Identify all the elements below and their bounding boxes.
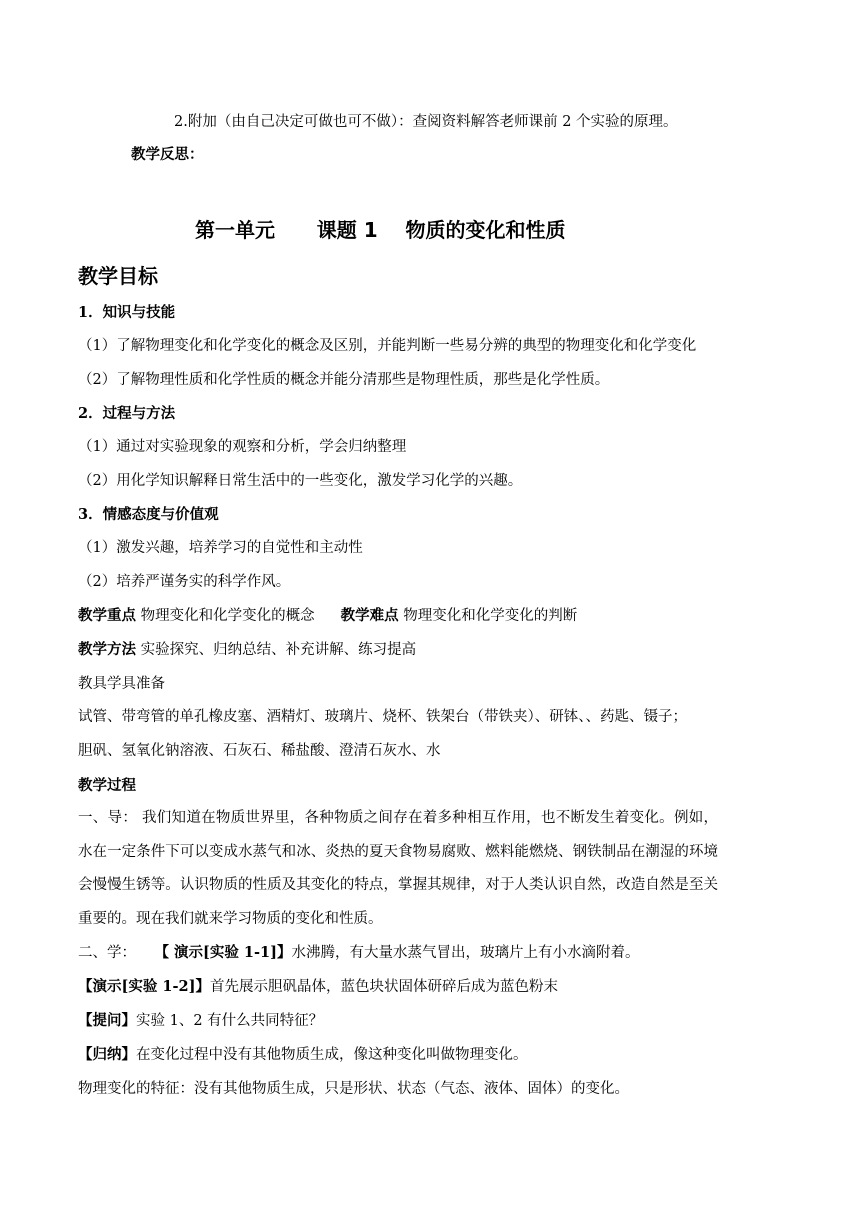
- key-point-text: 物理变化和化学变化的概念: [136, 608, 315, 624]
- knowledge-item-1: （1）了解物理变化和化学变化的概念及区别，并能判断一些易分辨的典型的物理变化和化学变化: [78, 338, 697, 354]
- objectives-heading: 教学目标: [78, 264, 158, 288]
- process-heading: 教学过程: [78, 777, 136, 794]
- method-text: 实验探究、归纳总结、补充讲解、练习提高: [136, 642, 417, 658]
- summary-text: 在变化过程中没有其他物质生成，像这种变化叫做物理变化。: [136, 1047, 528, 1063]
- exp2-line: [78, 976, 558, 998]
- method-line: [78, 639, 416, 661]
- extra-task-line: 2.附加（由自己决定可做也可不做）：查阅资料解答老师课前 2 个实验的原理。: [174, 114, 678, 130]
- summary-tag: 【归纳】: [78, 1046, 136, 1063]
- difficulty-text: 物理变化和化学变化的判断: [398, 608, 578, 624]
- lesson-title: 第一单元 课题 1 物质的变化和性质: [195, 218, 566, 242]
- intro-paragraph: 一、导： 我们知道在物质世界里，各种物质之间存在着多种相互作用，也不断发生着变化。例如，水在一定条件下可以变成水蒸气和冰、炎热的夏天食物易腐败、燃料能燃烧、钢铁制品在潮湿的环境会慢慢生锈等。认识物质的性质及其变化的特点，掌握其规律，对于人类认识自然，改造自然是至关重要的。现在我们就来学习物质的变化和性质。: [78, 810, 718, 927]
- feature-line: 物理变化的特征：没有其他物质生成，只是形状、状态（气态、液体、固体）的变化。: [78, 1081, 629, 1097]
- process-item-1: （1）通过对实验现象的观察和分析，学会归纳整理: [78, 439, 407, 455]
- exp1-tag: 【 演示[实验 1-1]】: [154, 944, 292, 961]
- materials-line-1: 试管、带弯管的单孔橡皮塞、酒精灯、玻璃片、烧杯、铁架台（带铁夹）、研钵、、药匙、镊子；: [78, 709, 687, 725]
- method-label: 教学方法: [78, 641, 136, 658]
- section-process-heading: 2．过程与方法: [78, 405, 176, 422]
- difficulty-label: 教学难点: [340, 607, 399, 624]
- attitude-item-2: （2）培养严谨务实的科学作风。: [78, 574, 291, 590]
- key-point-label: 教学重点: [78, 607, 136, 624]
- summary-line: [78, 1044, 528, 1066]
- focus-line: [78, 605, 577, 627]
- question-tag: 【提问】: [78, 1012, 136, 1029]
- question-text: 实验 1、2 有什么共同特征？: [136, 1013, 324, 1029]
- exp1-text: 水沸腾，有大量水蒸气冒出，玻璃片上有小水滴附着。: [291, 945, 640, 961]
- reflection-label: 教学反思：: [131, 146, 204, 163]
- learn-line: [78, 942, 639, 964]
- exp2-tag: 【演示[实验 1-2]】: [78, 978, 210, 995]
- attitude-item-1: （1）激发兴趣，培养学习的自觉性和主动性: [78, 540, 363, 556]
- materials-line-2: 胆矾、氢氧化钠溶液、石灰石、稀盐酸、澄清石灰水、水: [78, 743, 441, 759]
- materials-label: 教具学具准备: [78, 676, 165, 692]
- learn-prefix: 二、学：: [78, 945, 155, 961]
- section-knowledge-heading: 1．知识与技能: [78, 304, 176, 321]
- exp2-text: 首先展示胆矾晶体，蓝色块状固体研碎后成为蓝色粉末: [209, 979, 558, 995]
- question-line: [78, 1010, 323, 1032]
- knowledge-item-2: （2）了解物理性质和化学性质的概念并能分清那些是物理性质，那些是化学性质。: [78, 372, 610, 388]
- section-attitude-heading: 3．情感态度与价值观: [78, 506, 219, 523]
- process-item-2: （2）用化学知识解释日常生活中的一些变化，激发学习化学的兴趣。: [78, 473, 523, 489]
